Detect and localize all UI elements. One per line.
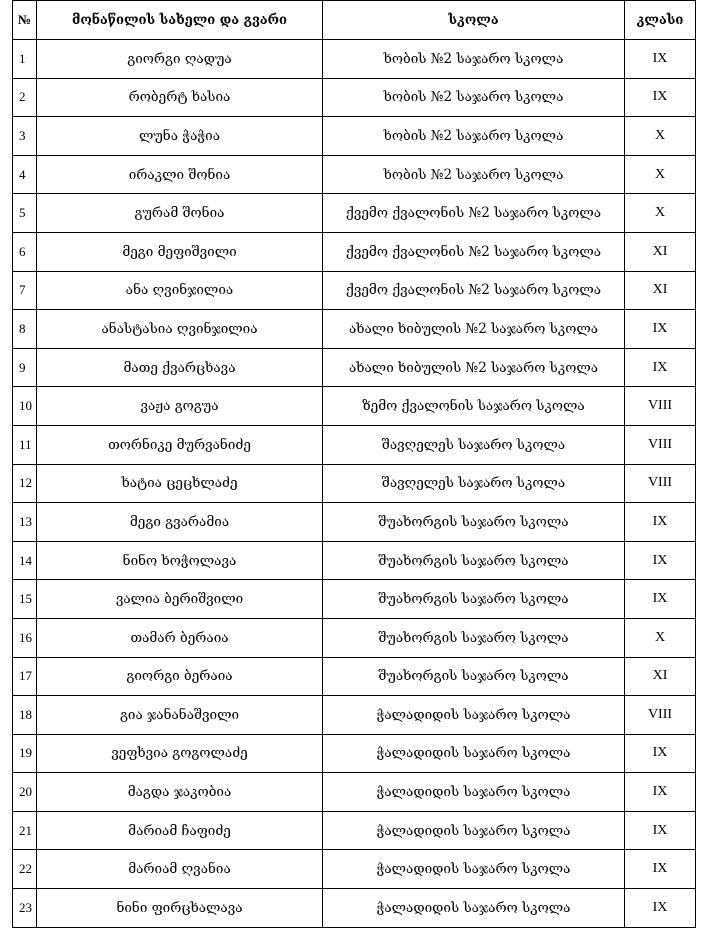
table-row <box>13 464 696 503</box>
row-number: 8 <box>13 310 37 349</box>
table-row <box>13 618 696 657</box>
student-name: გიორგი ღადუა <box>37 40 323 79</box>
row-number: 21 <box>13 811 37 850</box>
table-row <box>13 425 696 464</box>
school-name: ხობის №2 საჯარო სკოლა <box>323 155 625 194</box>
table-row <box>13 387 696 426</box>
student-name: ვეფხვია გოგოლაძე <box>37 734 323 773</box>
table-row <box>13 348 696 387</box>
grade-level: IX <box>625 850 696 889</box>
participants-table <box>12 0 696 928</box>
student-name: ლუნა ჭაჭია <box>37 117 323 156</box>
row-number: 5 <box>13 194 37 233</box>
school-name: ქვემო ქვალონის №2 საჯარო სკოლა <box>323 271 625 310</box>
table-row <box>13 541 696 580</box>
row-number: 20 <box>13 773 37 812</box>
row-number: 14 <box>13 541 37 580</box>
grade-level: IX <box>625 503 696 542</box>
school-name: შავღელეს საჯარო სკოლა <box>323 464 625 503</box>
grade-level: IX <box>625 348 696 387</box>
grade-level: X <box>625 117 696 156</box>
table-row <box>13 580 696 619</box>
header-grade: კლასი <box>625 1 696 40</box>
school-name: ხობის №2 საჯარო სკოლა <box>323 117 625 156</box>
row-number: 11 <box>13 425 37 464</box>
school-name: ხობის №2 საჯარო სკოლა <box>323 78 625 117</box>
student-name: ვაჟა გოგუა <box>37 387 323 426</box>
grade-level: IX <box>625 580 696 619</box>
school-name: ქვემო ქვალონის №2 საჯარო სკოლა <box>323 194 625 233</box>
school-name: ჭალადიდის საჯარო სკოლა <box>323 811 625 850</box>
student-name: ხატია ცეცხლაძე <box>37 464 323 503</box>
grade-level: IX <box>625 811 696 850</box>
school-name: ახალი ხიბულის №2 საჯარო სკოლა <box>323 348 625 387</box>
grade-level: IX <box>625 541 696 580</box>
header-row <box>13 1 696 40</box>
school-name: შუახორგის საჯარო სკოლა <box>323 503 625 542</box>
student-name: გურამ შონია <box>37 194 323 233</box>
header-student: მონაწილის სახელი და გვარი <box>37 1 323 40</box>
school-name: ჭალადიდის საჯარო სკოლა <box>323 696 625 735</box>
row-number: 10 <box>13 387 37 426</box>
header-school: სკოლა <box>323 1 625 40</box>
student-name: მაგდა ჯაკობია <box>37 773 323 812</box>
student-name: ანასტასია ღვინჯილია <box>37 310 323 349</box>
grade-level: XI <box>625 657 696 696</box>
table-body <box>13 40 696 928</box>
table-row <box>13 773 696 812</box>
school-name: ზემო ქვალონის საჯარო სკოლა <box>323 387 625 426</box>
row-number: 22 <box>13 850 37 889</box>
school-name: ჭალადიდის საჯარო სკოლა <box>323 850 625 889</box>
grade-level: XI <box>625 232 696 271</box>
student-name: ირაკლი შონია <box>37 155 323 194</box>
school-name: შავღელეს საჯარო სკოლა <box>323 425 625 464</box>
grade-level: VIII <box>625 696 696 735</box>
grade-level: IX <box>625 78 696 117</box>
grade-level: X <box>625 194 696 233</box>
student-name: თამარ ბერაია <box>37 618 323 657</box>
row-number: 15 <box>13 580 37 619</box>
row-number: 13 <box>13 503 37 542</box>
student-name: მეგი გვარამია <box>37 503 323 542</box>
row-number: 12 <box>13 464 37 503</box>
grade-level: VIII <box>625 425 696 464</box>
school-name: შუახორგის საჯარო სკოლა <box>323 657 625 696</box>
student-name: მარიამ ღვანია <box>37 850 323 889</box>
grade-level: IX <box>625 889 696 928</box>
table-row <box>13 657 696 696</box>
school-name: ქვემო ქვალონის №2 საჯარო სკოლა <box>323 232 625 271</box>
student-name: მარიამ ჩაფიძე <box>37 811 323 850</box>
student-name: ანა ღვინჯილია <box>37 271 323 310</box>
row-number: 7 <box>13 271 37 310</box>
table-row <box>13 310 696 349</box>
row-number: 9 <box>13 348 37 387</box>
table-row <box>13 155 696 194</box>
table-row <box>13 734 696 773</box>
grade-level: IX <box>625 40 696 79</box>
table-row <box>13 696 696 735</box>
grade-level: IX <box>625 734 696 773</box>
row-number: 2 <box>13 78 37 117</box>
row-number: 18 <box>13 696 37 735</box>
row-number: 23 <box>13 889 37 928</box>
grade-level: VIII <box>625 464 696 503</box>
row-number: 3 <box>13 117 37 156</box>
table-row <box>13 78 696 117</box>
student-name: ნინო ხოჭოლავა <box>37 541 323 580</box>
school-name: ჭალადიდის საჯარო სკოლა <box>323 773 625 812</box>
table-row <box>13 271 696 310</box>
table-row <box>13 232 696 271</box>
student-name: მათე ქვარცხავა <box>37 348 323 387</box>
school-name: ჭალადიდის საჯარო სკოლა <box>323 889 625 928</box>
grade-level: X <box>625 618 696 657</box>
table-row <box>13 503 696 542</box>
school-name: ხობის №2 საჯარო სკოლა <box>323 40 625 79</box>
table-row <box>13 194 696 233</box>
school-name: შუახორგის საჯარო სკოლა <box>323 580 625 619</box>
header-number: № <box>13 1 37 40</box>
grade-level: XI <box>625 271 696 310</box>
grade-level: IX <box>625 773 696 812</box>
school-name: შუახორგის საჯარო სკოლა <box>323 541 625 580</box>
table-row <box>13 850 696 889</box>
table-row <box>13 889 696 928</box>
grade-level: X <box>625 155 696 194</box>
student-name: რობერტ ხასია <box>37 78 323 117</box>
row-number: 4 <box>13 155 37 194</box>
school-name: შუახორგის საჯარო სკოლა <box>323 618 625 657</box>
table-row <box>13 117 696 156</box>
student-name: გია ჯანანაშვილი <box>37 696 323 735</box>
row-number: 1 <box>13 40 37 79</box>
table-row <box>13 40 696 79</box>
row-number: 16 <box>13 618 37 657</box>
row-number: 17 <box>13 657 37 696</box>
row-number: 6 <box>13 232 37 271</box>
student-name: ნინი ფირცხალავა <box>37 889 323 928</box>
grade-level: VIII <box>625 387 696 426</box>
grade-level: IX <box>625 310 696 349</box>
school-name: ახალი ხიბულის №2 საჯარო სკოლა <box>323 310 625 349</box>
row-number: 19 <box>13 734 37 773</box>
table-row <box>13 811 696 850</box>
student-name: ვალია ბერიშვილი <box>37 580 323 619</box>
student-name: გიორგი ბერაია <box>37 657 323 696</box>
school-name: ჭალადიდის საჯარო სკოლა <box>323 734 625 773</box>
student-name: თორნიკე მურვანიძე <box>37 425 323 464</box>
student-name: მეგი მეფიშვილი <box>37 232 323 271</box>
